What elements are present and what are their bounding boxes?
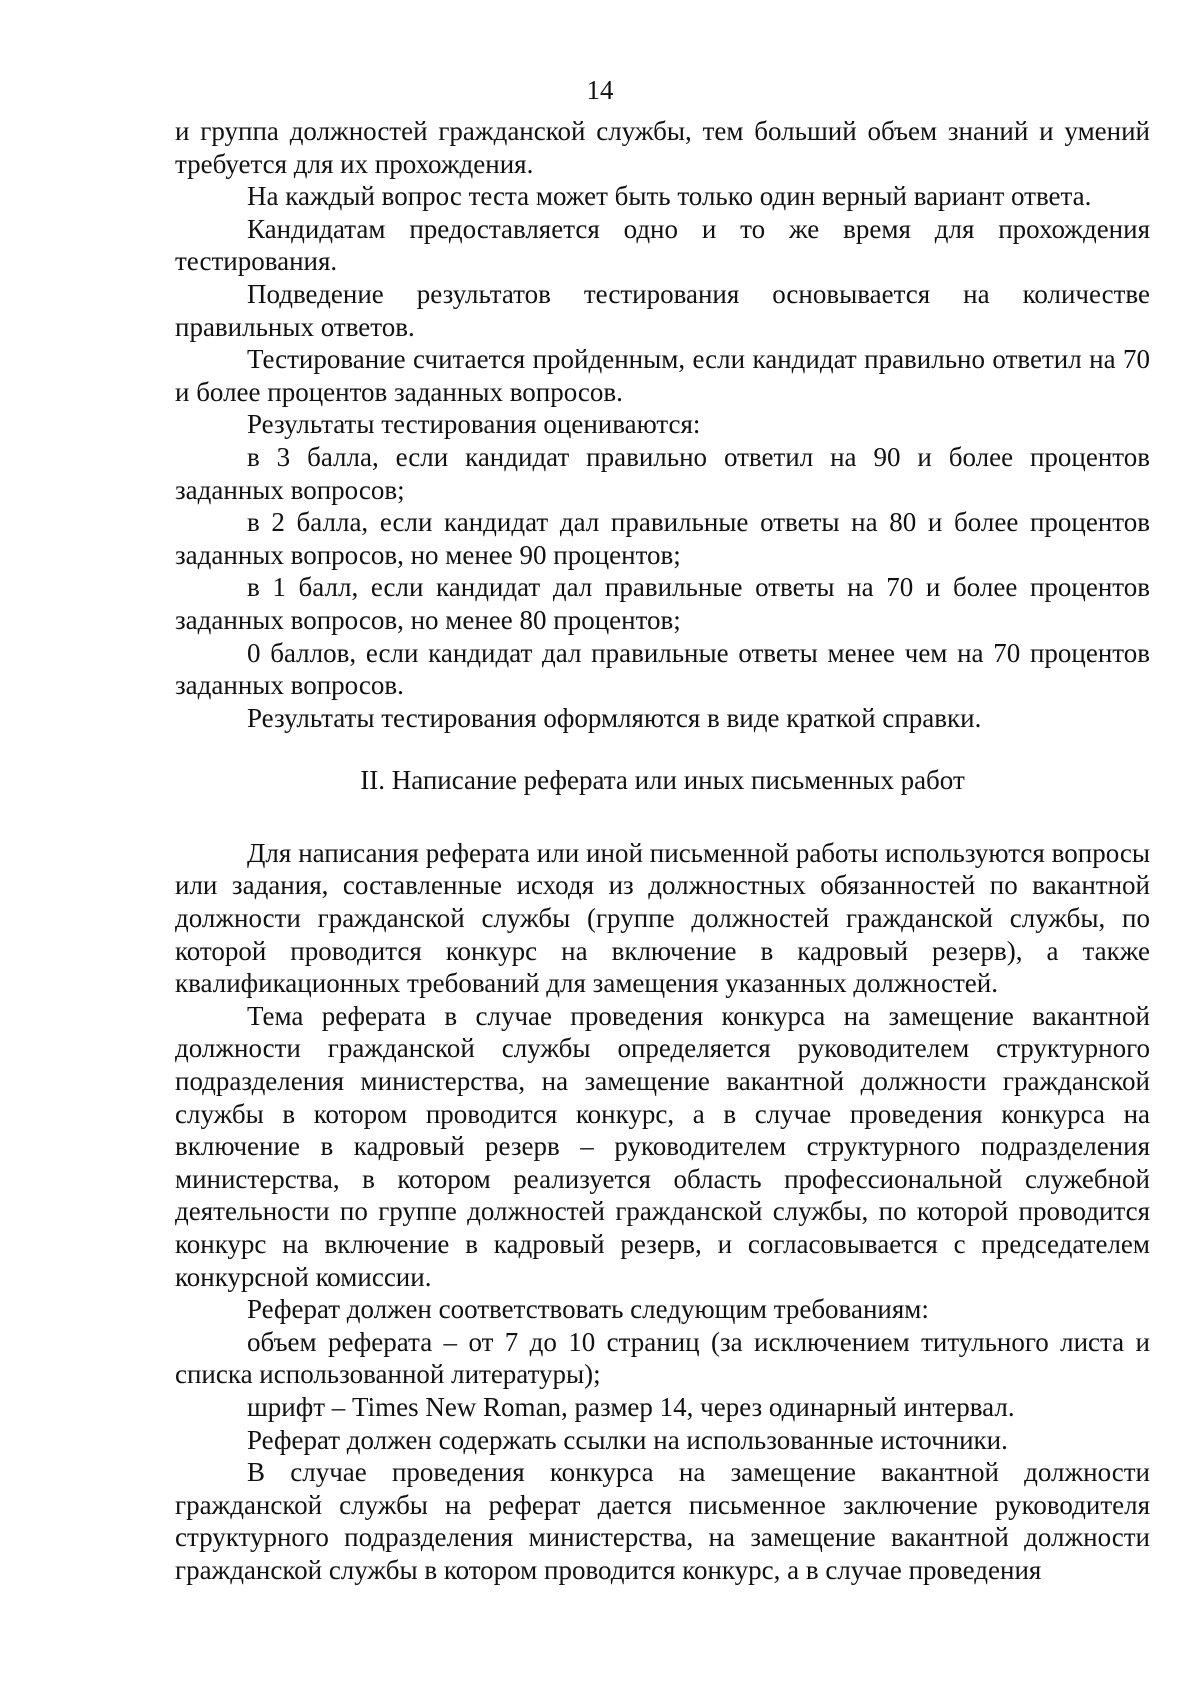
paragraph: Результаты тестирования оформляются в виде краткой справки. <box>247 702 982 733</box>
paragraph: Реферат должен содержать ссылки на использованные источники. <box>247 1424 1008 1455</box>
paragraph: В случае проведения конкурса на замещение вакантной должности гражданской службы на реферат дается письменное заключение руководителя структурного подразделения министерства, на замещение вакантной должности гражданской службы в котором проводится конкурс, а в случае проведения <box>175 1457 1150 1585</box>
paragraph: Подведение результатов тестирования основывается на количестве правильных ответов. <box>175 278 1150 342</box>
list-item-score-1: в 1 балл, если кандидат дал правильные ответы на 70 и более процентов заданных вопросов, но менее 80 процентов; <box>175 572 1150 635</box>
paragraph: Для написания реферата или иной письменной работы используются вопросы или задания, составленные исходя из должностных обязанностей по вакантной должности гражданской службы (группе должностей гражданской службы, по которой проводится конкурс на включение в кадровый резерв), а также квалификационных требований для замещения указанных должностей. <box>175 837 1150 999</box>
paragraph-continued: и группа должностей гражданской службы, тем больший объем знаний и умений требуется для их прохождения. <box>175 116 1150 179</box>
paragraph: Реферат должен соответствовать следующим требованиям: <box>247 1294 929 1325</box>
paragraph: На каждый вопрос теста может быть только один верный вариант ответа. <box>247 181 1092 212</box>
paragraph: Кандидатам предоставляется одно и то же время для прохождения тестирования. <box>175 213 1150 277</box>
paragraph: Результаты тестирования оцениваются: <box>247 409 701 440</box>
paragraph: Тестирование считается пройденным, если кандидат правильно ответил на 70 и более процентов заданных вопросов. <box>175 344 1150 407</box>
list-item-score-0: 0 баллов, если кандидат дал правильные ответы менее чем на 70 процентов заданных вопросов. <box>175 637 1150 701</box>
section-heading: II. Написание реферата или иных письменных работ <box>360 765 965 796</box>
paragraph: Тема реферата в случае проведения конкурса на замещение вакантной должности гражданской службы определяется руководителем структурного подразделения министерства, на замещение вакантной должности гражданской службы в котором проводится конкурс, а в случае проведения конкурса на включение в кадровый резерв – руководителем структурного подразделения министерства, в котором реализуется область профессиональной служебной деятельности по группе должностей гражданской службы, по которой проводится конкурс на включение в кадровый резерв, и согласовывается с председателем конкурсной комиссии. <box>175 1000 1150 1292</box>
list-item-score-2: в 2 балла, если кандидат дал правильные ответы на 80 и более процентов заданных вопросов, но менее 90 процентов; <box>175 507 1150 570</box>
page-number: 14 <box>586 75 614 105</box>
document-body <box>175 115 1150 1587</box>
list-item-score-3: в 3 балла, если кандидат правильно ответил на 90 и более процентов заданных вопросов; <box>175 441 1150 505</box>
list-item-requirement: объем реферата – от 7 до 10 страниц (за исключением титульного листа и списка использованной литературы); <box>175 1326 1150 1390</box>
list-item-requirement: шрифт – Times New Roman, размер 14, через одинарный интервал. <box>247 1391 1015 1422</box>
